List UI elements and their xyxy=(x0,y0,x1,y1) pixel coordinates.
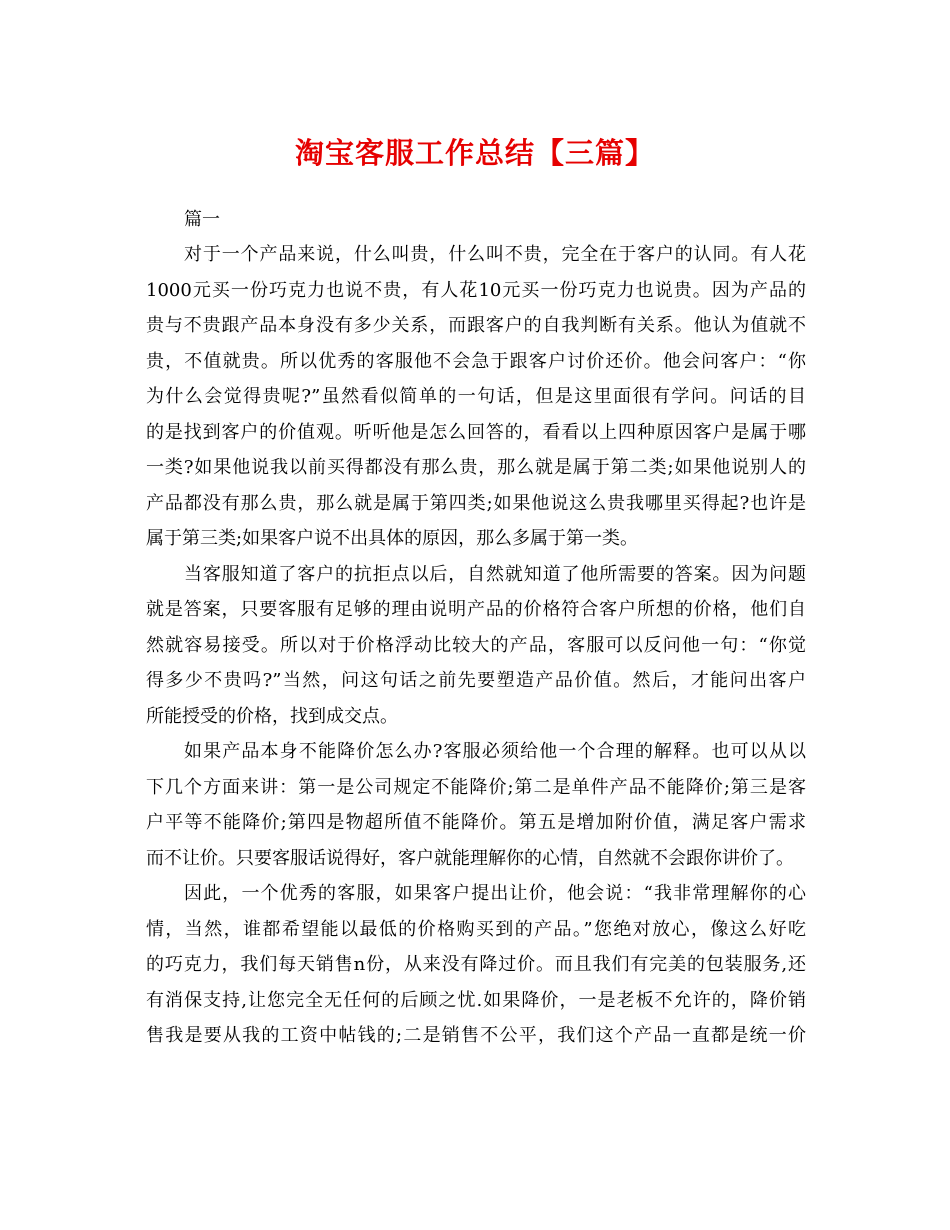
document-title: 淘宝客服工作总结【三篇】 xyxy=(294,136,655,170)
text-line: 的是找到客户的价值观。听听他是怎么回答的，看看以上四种原因客户是属于哪 xyxy=(146,421,806,443)
text-line: 有消保支持,让您完全无任何的后顾之忧.如果降价，一是老板不允许的，降价销 xyxy=(146,989,806,1011)
paragraph-3 xyxy=(146,734,806,876)
text-line: 情，当然，谁都希望能以最低的价格购买到的产品。”您绝对放心，像这么好吃 xyxy=(146,918,806,940)
text-line: 售我是要从我的工资中帖钱的;二是销售不公平，我们这个产品一直都是统一价 xyxy=(146,1025,806,1046)
text-line: 就是答案，只要客服有足够的理由说明产品的价格符合客户所想的价格，他们自 xyxy=(146,599,806,620)
text-line: 1000元买一份巧克力也说不贵，有人花10元买一份巧克力也说贵。因为产品的 xyxy=(146,279,806,301)
text-line: 而不让价。只要客服话说得好，客户就能理解你的心情，自然就不会跟你讲价了。 xyxy=(146,847,794,869)
document-body xyxy=(146,202,806,1054)
paragraph-2 xyxy=(146,557,806,735)
text-line: 得多少不贵吗?”当然，问这句话之前先要塑造产品价值。然后，才能问出客户 xyxy=(146,670,806,691)
text-line: 因此，一个优秀的客服，如果客户提出让价，他会说：“我非常理解你的心 xyxy=(184,883,806,904)
text-line: 然就容易接受。所以对于价格浮动比较大的产品，客服可以反问他一句：“你觉 xyxy=(146,634,806,656)
text-line: 户平等不能降价;第四是物超所值不能降价。第五是增加附价值，满足客户需求 xyxy=(146,812,806,833)
text-line: 属于第三类;如果客户说不出具体的原因，那么多属于第一类。 xyxy=(146,528,639,549)
text-line: 产品都没有那么贵，那么就是属于第四类;如果他说这么贵我哪里买得起?也许是 xyxy=(146,492,806,514)
text-line: 的巧克力，我们每天销售n份，从来没有降过价。而且我们有完美的包装服务,还 xyxy=(146,954,806,975)
text-line: 如果产品本身不能降价怎么办?客服必须给他一个合理的解释。也可以从以 xyxy=(184,741,806,762)
text-line: 贵，不值就贵。所以优秀的客服他不会急于跟客户讨价还价。他会问客户：“你 xyxy=(146,350,806,372)
text-line: 一类?如果他说我以前买得都没有那么贵，那么就是属于第二类;如果他说别人的 xyxy=(146,457,806,478)
text-line: 贵与不贵跟产品本身没有多少关系，而跟客户的自我判断有关系。他认为值就不 xyxy=(146,315,806,336)
text-line: 为什么会觉得贵呢?”虽然看似简单的一句话，但是这里面很有学问。问话的目 xyxy=(146,386,806,407)
text-line: 当客服知道了客户的抗拒点以后，自然就知道了他所需要的答案。因为问题 xyxy=(184,563,806,585)
text-line: 所能授受的价格，找到成交点。 xyxy=(146,705,398,727)
section-label: 篇一 xyxy=(184,209,220,230)
text-line: 下几个方面来讲：第一是公司规定不能降价;第二是单件产品不能降价;第三是客 xyxy=(146,776,806,798)
paragraph-1 xyxy=(146,237,806,557)
text-line: 对于一个产品来说，什么叫贵，什么叫不贵，完全在于客户的认同。有人花 xyxy=(184,244,806,265)
paragraph-4 xyxy=(146,876,806,1054)
